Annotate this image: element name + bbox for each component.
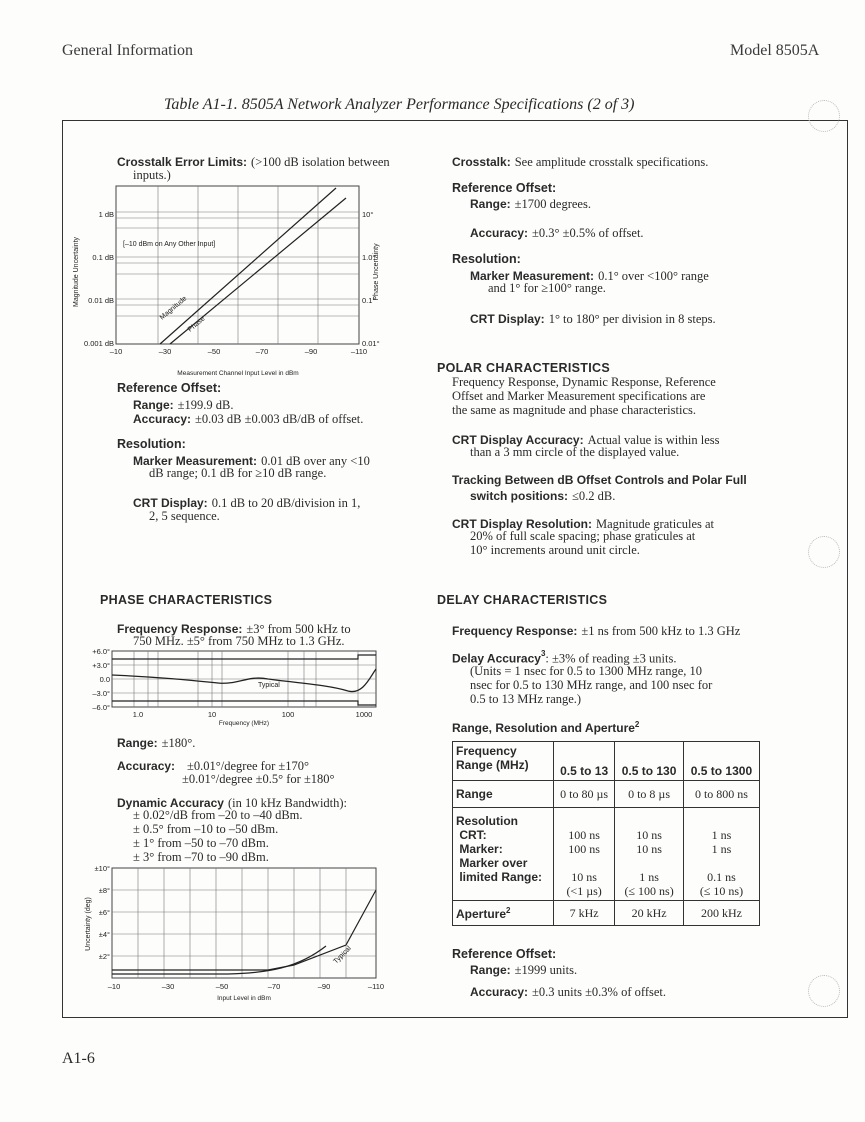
gridlines: [116, 186, 359, 344]
cell-text: Frequency: [456, 744, 517, 758]
chart1-y-tick: 10°: [362, 210, 374, 219]
crt-resolution-value-3: 10° increments around unit circle.: [470, 543, 640, 557]
phase-freq-value-2: 750 MHz. ±5° from 750 MHz to 1.3 GHz.: [133, 634, 345, 648]
table-cell: 20 kHz: [615, 901, 684, 926]
chart3-ylabel: Uncertainty (deg): [85, 897, 92, 951]
crt-accuracy-label: CRT Display Accuracy:: [452, 433, 584, 447]
chart3-y-tick: ±6°: [98, 908, 110, 917]
right-crosstalk-label: Crosstalk:: [452, 155, 511, 169]
chart3-x-tick: –90: [317, 982, 331, 991]
table-cell: 7 kHz: [554, 901, 615, 926]
phase-freq-value: ±3° from 500 kHz to: [246, 622, 351, 636]
table-row: [453, 901, 760, 926]
dynamic-accuracy-text: (in 10 kHz Bandwidth):: [227, 796, 348, 810]
table-row: [453, 808, 760, 901]
table-cell: 200 kHz: [683, 901, 759, 926]
cell-text: (<1 µs): [566, 884, 602, 898]
page-number: A1-6: [62, 1050, 95, 1067]
chart1-x-tick: –70: [255, 347, 269, 356]
chart3-y-tick: ±2°: [98, 952, 110, 961]
chart2-x-tick: 1.0: [132, 710, 144, 719]
phase-accuracy-value-2: ±0.01°/degree ±0.5° for ±180°: [182, 772, 335, 786]
table-cell: 0 to 800 ns: [683, 781, 759, 808]
chart2-y-tick: 0.0: [99, 675, 110, 684]
phase-range-value: ±180°.: [161, 736, 196, 750]
table-cell: [453, 742, 554, 781]
cell-text: Marker over: [459, 856, 528, 870]
delay-freq-label: Frequency Response:: [452, 624, 578, 638]
table-cell: 0 to 8 µs: [615, 781, 684, 808]
delay-range-line: [470, 961, 577, 979]
cell-text: limited Range:: [459, 870, 543, 884]
left-crt-value-2: 2, 5 sequence.: [149, 509, 220, 523]
right-crt-line: [470, 310, 716, 328]
range-table-heading-footnote: 2: [634, 720, 640, 729]
table-cell: [453, 901, 554, 926]
delay-accuracy-text: 0.5 to 13 MHz range.): [470, 692, 582, 706]
right-range-value: ±1700 degrees.: [514, 197, 591, 211]
crt-accuracy-value-2: than a 3 mm circle of the displayed value.: [470, 445, 680, 459]
chart3-x-ticks: [108, 982, 384, 991]
chart1-ylabel-left: Magnitude Uncertainty: [73, 236, 80, 308]
right-crosstalk-value: See amplitude crosstalk specifications.: [514, 155, 709, 169]
left-marker-label: Marker Measurement:: [133, 454, 258, 468]
chart2-y-tick: –3.0°: [92, 689, 110, 698]
dynamic-accuracy-item: ± 1° from –50 to –70 dBm.: [133, 836, 269, 850]
chart2-annotation: Typical: [258, 682, 280, 689]
delay-accuracy-text: (Units = 1 nsec for 0.5 to 1300 MHz range, 10: [470, 664, 703, 678]
delay-range-value: ±1999 units.: [514, 963, 578, 977]
chart1-y-tick: 1 dB: [98, 210, 114, 219]
right-range-label: Range:: [470, 197, 511, 211]
right-resolution-label: Resolution:: [452, 252, 521, 266]
chart3-x-tick: –70: [267, 982, 281, 991]
delay-heading: DELAY CHARACTERISTICS: [437, 593, 608, 607]
chart2-x-tick: 1000: [355, 710, 373, 719]
right-accuracy-line: [470, 224, 644, 242]
chart-frame: [116, 186, 359, 344]
table-cell: [683, 808, 759, 901]
crt-resolution-value-2: 20% of full scale spacing; phase graticules at: [470, 529, 696, 543]
cell-text: Aperture: [456, 906, 507, 921]
punch-hole-mark: [808, 100, 840, 132]
cell-text: (≤ 100 ns): [624, 884, 674, 898]
delay-freq-line: [452, 622, 740, 640]
upper-limit-line: [112, 655, 376, 659]
right-crt-value: 1° to 180° per division in 8 steps.: [548, 312, 716, 326]
delay-freq-value: ±1 ns from 500 kHz to 1.3 GHz: [581, 624, 741, 638]
chart1-y-tick: 1.0°: [362, 253, 376, 262]
delay-range-label: Range:: [470, 963, 511, 977]
left-resolution-label: Resolution:: [117, 437, 186, 451]
left-marker-value: 0.01 dB over any <10: [261, 454, 370, 468]
right-range-line: [470, 195, 591, 213]
chart1-y-left-ticks: [84, 210, 114, 348]
table-cell: [554, 808, 615, 901]
chart2-x-tick: 10: [207, 710, 217, 719]
chart3-x-tick: –50: [215, 982, 229, 991]
cell-text: Marker:: [459, 842, 503, 856]
delay-accuracy-value: : ±3% of reading ±3 units.: [545, 651, 677, 666]
cell-footnote: 2: [506, 905, 511, 915]
dynamic-accuracy-chart: [78, 860, 388, 1004]
cell-text: 100 ns: [568, 828, 600, 842]
tracking-value: ≤0.2 dB.: [572, 489, 616, 503]
delay-spec-table: [452, 741, 760, 926]
left-crt-label: CRT Display:: [133, 496, 208, 510]
delay-offset-accuracy-label: Accuracy:: [470, 985, 529, 999]
header-left: General Information: [62, 42, 194, 59]
delay-offset-accuracy-line: [470, 983, 666, 1001]
left-marker-value-2: dB range; 0.1 dB for ≥10 dB range.: [149, 466, 327, 480]
cell-text: (≤ 10 ns): [699, 884, 744, 898]
chart2-y-tick: +3.0°: [92, 661, 110, 670]
chart3-x-tick: –30: [161, 982, 175, 991]
tracking-line-2: [470, 487, 615, 505]
crosstalk-limits-text-2: inputs.): [133, 168, 171, 182]
punch-hole-mark: [808, 975, 840, 1007]
right-marker-label: Marker Measurement:: [470, 269, 595, 283]
phase-freq-label: Frequency Response:: [117, 622, 243, 636]
chart2-x-tick: 100: [281, 710, 295, 719]
delay-accuracy-label: Delay Accuracy: [452, 651, 541, 666]
chart1-y-tick: 0.001 dB: [83, 339, 114, 348]
left-range-value: ±199.9 dB.: [177, 398, 234, 412]
cell-text: 100 ns: [568, 842, 600, 856]
table-row: [453, 742, 760, 781]
right-crt-label: CRT Display:: [470, 312, 545, 326]
table-cell: Range: [453, 781, 554, 808]
delay-ref-offset-label: Reference Offset:: [452, 947, 557, 961]
chart1-x-tick: –110: [350, 347, 368, 356]
crt-accuracy-value: Actual value is within less: [587, 433, 720, 447]
left-range-label: Range:: [133, 398, 174, 412]
polar-text: Frequency Response, Dynamic Response, Reference: [452, 375, 716, 389]
cell-text: 10 ns: [636, 842, 662, 856]
punch-hole-mark: [808, 536, 840, 568]
chart2-y-tick: –6.0°: [92, 703, 110, 712]
range-table-heading-text: Range, Resolution and Aperture: [452, 721, 635, 735]
lower-limit-line: [112, 701, 376, 705]
chart1-x-tick: –30: [158, 347, 172, 356]
cell-text: 1 ns: [639, 870, 659, 884]
cell-text: 1 ns: [711, 842, 732, 856]
left-accuracy-line: [133, 410, 363, 428]
delay-accuracy-text: nsec for 0.5 to 130 MHz range, and 100 nsec for: [470, 678, 713, 692]
phase-freq-chart: [78, 647, 388, 729]
cell-text: 10 ns: [571, 870, 597, 884]
chart3-y-ticks: [95, 864, 110, 961]
polar-text: Offset and Marker Measurement specifications are: [452, 389, 706, 403]
phase-heading: PHASE CHARACTERISTICS: [100, 593, 273, 607]
chart2-y-tick: +6.0°: [92, 647, 110, 656]
chart3-y-tick: ±10°: [94, 864, 110, 873]
chart3-y-tick: ±8°: [98, 886, 110, 895]
polar-text: the same as magnitude and phase characteristics.: [452, 403, 697, 417]
cell-text: 10 ns: [636, 828, 662, 842]
cell-text: Resolution: [456, 814, 518, 828]
right-crosstalk-line: [452, 153, 708, 171]
chart1-ylabel-right: Phase Uncertainty: [373, 243, 380, 301]
cell-text: CRT:: [459, 828, 487, 842]
chart1-y-tick: 0.1°: [362, 296, 376, 305]
chart1-annotation: [–10 dBm on Any Other Input]: [123, 241, 216, 248]
chart1-x-tick: –50: [207, 347, 221, 356]
left-accuracy-value: ±0.03 dB ±0.003 dB/dB of offset.: [195, 412, 364, 426]
chart2-y-ticks: [92, 647, 110, 712]
typical-curve: [112, 669, 376, 692]
table-cell: [615, 808, 684, 901]
phase-accuracy-value: ±0.01°/degree for ±170°: [187, 759, 309, 773]
delay-accuracy-footnote: 3: [540, 649, 546, 658]
dynamic-accuracy-label: Dynamic Accuracy: [117, 796, 224, 810]
cell-text: Range (MHz): [456, 758, 529, 772]
left-accuracy-label: Accuracy:: [133, 412, 192, 426]
dynamic-accuracy-item: ± 0.02°/dB from –20 to –40 dBm.: [133, 808, 303, 822]
phase-accuracy-label: Accuracy:: [117, 759, 176, 773]
table-header-cell: 0.5 to 130: [615, 742, 684, 781]
polar-heading: POLAR CHARACTERISTICS: [437, 361, 610, 375]
chart1-y-tick: 0.01°: [362, 339, 380, 348]
dynamic-accuracy-item: ± 3° from –70 to –90 dBm.: [133, 850, 269, 864]
chart2-xlabel: Frequency (MHz): [218, 720, 270, 727]
dynamic-accuracy-item: ± 0.5° from –10 to –50 dBm.: [133, 822, 279, 836]
right-marker-value: 0.1° over <100° range: [598, 269, 709, 283]
table-row: [453, 781, 760, 808]
right-accuracy-label: Accuracy:: [470, 226, 529, 240]
table-cell: [453, 808, 554, 901]
chart1-y-tick: 0.01 dB: [88, 296, 114, 305]
chart1-x-tick: –90: [304, 347, 318, 356]
table-title: Table A1-1. 8505A Network Analyzer Performance Specifications (2 of 3): [164, 96, 635, 113]
crosstalk-chart: [68, 182, 388, 384]
table-cell: 0 to 80 µs: [554, 781, 615, 808]
tracking-label: Tracking Between dB Offset Controls and Polar Full: [452, 473, 747, 487]
chart1-line-label-magnitude: Magnitude: [158, 295, 189, 322]
crosstalk-limits-label: Crosstalk Error Limits:: [117, 155, 248, 169]
chart3-x-tick: –110: [367, 982, 385, 991]
range-table-heading: [452, 720, 639, 735]
chart1-x-tick: –10: [109, 347, 123, 356]
right-marker-value-2: and 1° for ≥100° range.: [488, 281, 606, 295]
table-header-cell: 0.5 to 1300: [683, 742, 759, 781]
chart1-xlabel: Measurement Channel Input Level in dBm: [177, 370, 299, 377]
phase-range-line: [117, 734, 195, 752]
chart1-line-label-phase: Phase: [186, 315, 207, 334]
header-right: Model 8505A: [730, 42, 820, 59]
left-ref-offset-label: Reference Offset:: [117, 381, 222, 395]
chart2-x-ticks: [133, 710, 373, 719]
cell-text: 0.1 ns: [707, 870, 736, 884]
table-header-cell: 0.5 to 13: [554, 742, 615, 781]
cell-text: 1 ns: [711, 828, 732, 842]
left-crt-value: 0.1 dB to 20 dB/division in 1,: [211, 496, 361, 510]
chart3-y-tick: ±4°: [98, 930, 110, 939]
chart1-y-tick: 0.1 dB: [92, 253, 114, 262]
chart1-x-ticks: [110, 347, 367, 356]
delay-offset-accuracy-value: ±0.3 units ±0.3% of offset.: [532, 985, 666, 999]
chart3-x-tick: –10: [107, 982, 121, 991]
crosstalk-limits-text: (>100 dB isolation between: [251, 155, 390, 169]
right-accuracy-value: ±0.3° ±0.5% of offset.: [532, 226, 644, 240]
tracking-label-2: switch positions:: [470, 489, 569, 503]
crt-resolution-value: Magnitude graticules at: [596, 517, 715, 531]
chart3-xlabel: Input Level in dBm: [217, 995, 271, 1002]
right-ref-offset-label: Reference Offset:: [452, 181, 557, 195]
chart3-annotation: Typical: [332, 945, 353, 966]
phase-range-label: Range:: [117, 736, 158, 750]
crt-resolution-label: CRT Display Resolution:: [452, 517, 593, 531]
magnitude-line: [160, 188, 336, 344]
